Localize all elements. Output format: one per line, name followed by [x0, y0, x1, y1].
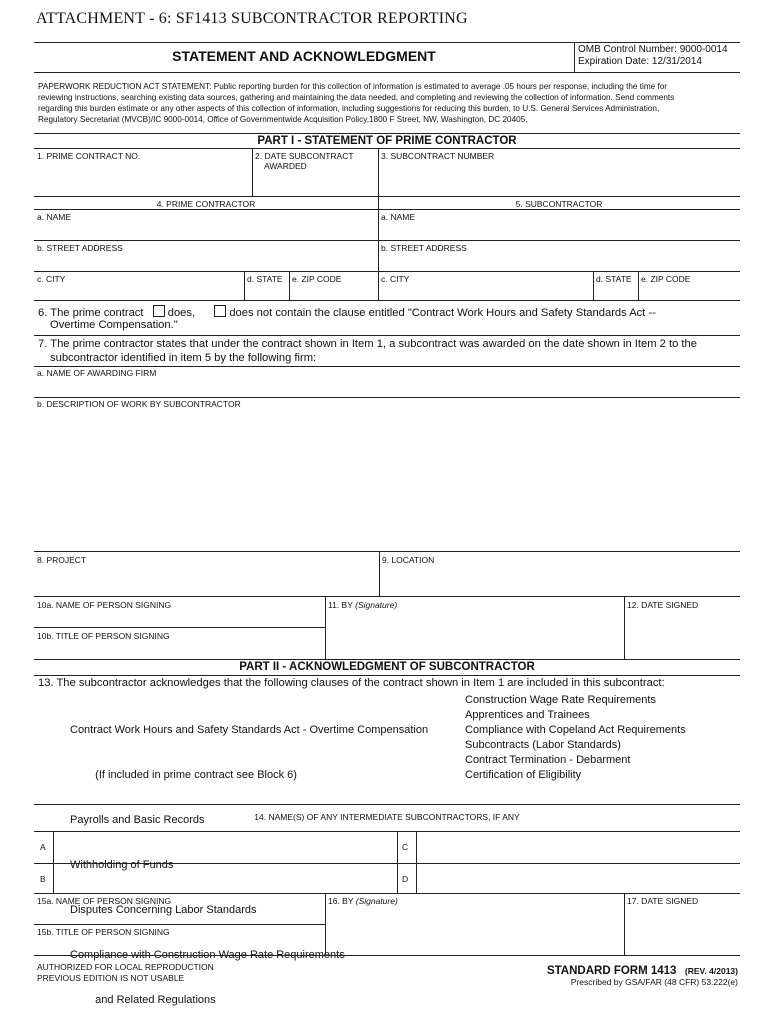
- prime-name-field[interactable]: [35, 222, 377, 238]
- title-person-signing-label: 10b. TITLE OF PERSON SIGNING: [37, 631, 170, 641]
- part1-heading: PART I - STATEMENT OF PRIME CONTRACTOR: [257, 135, 517, 147]
- prime-city-field[interactable]: [35, 285, 242, 299]
- does-checkbox[interactable]: [153, 305, 165, 317]
- clause-item: Subcontracts (Labor Standards): [465, 739, 621, 751]
- clause-item: Certification of Eligibility: [465, 769, 582, 781]
- sub-title-person-signing-label: 15b. TITLE OF PERSON SIGNING: [37, 927, 170, 937]
- sub-street-field[interactable]: [379, 253, 739, 269]
- date-signed-field[interactable]: [625, 611, 739, 657]
- does-label: does,: [167, 307, 196, 319]
- date-subcontract-awarded-line: AWARDED: [264, 161, 307, 171]
- subcontractor-label: 5. SUBCONTRACTOR: [515, 199, 603, 209]
- sub-name-label: a. NAME: [381, 212, 416, 222]
- item6-statement: [38, 305, 656, 320]
- work-description-label: b. DESCRIPTION OF WORK BY SUBCONTRACTOR: [37, 399, 241, 409]
- row-c-label: C: [402, 842, 409, 852]
- clause-item: Contract Termination - Debarment: [465, 754, 631, 766]
- title-person-signing-field[interactable]: [35, 642, 323, 657]
- prime-street-label: b. STREET ADDRESS: [37, 243, 123, 253]
- item7-line2: subcontractor identified in item 5 by the following firm:: [50, 352, 317, 364]
- project-field[interactable]: [35, 566, 377, 594]
- location-label: 9. LOCATION: [382, 555, 435, 565]
- date-subcontract-awarded-label: [255, 151, 354, 171]
- sub-name-person-signing-label: 15a. NAME OF PERSON SIGNING: [37, 896, 172, 906]
- location-field[interactable]: [380, 566, 739, 594]
- paperwork-line: PAPERWORK REDUCTION ACT STATEMENT: Public reporting burden for this collection of information is estimated to average .05 hours per response, including the time for: [38, 82, 668, 91]
- paperwork-statement: [38, 81, 674, 125]
- clause-item: Disputes Concerning Labor Standards: [70, 904, 257, 916]
- form-revision: (REV. 4/2013): [684, 966, 738, 976]
- sub-city-label: c. CITY: [381, 274, 410, 284]
- intermediate-subcontractors-label: 14. NAME(S) OF ANY INTERMEDIATE SUBCONTRACTORS, IF ANY: [254, 812, 520, 822]
- clause-item: Compliance with Construction Wage Rate Requirements: [70, 949, 345, 961]
- prime-contract-no-label: 1. PRIME CONTRACT NO.: [37, 151, 141, 161]
- sub-signature-label-hint: (Signature): [355, 896, 398, 906]
- clause-item: Contract Work Hours and Safety Standards Act - Overtime Compensation: [70, 724, 429, 736]
- name-person-signing-field[interactable]: [35, 611, 323, 625]
- prime-city-label: c. CITY: [37, 274, 66, 284]
- sub-state-field[interactable]: [594, 285, 636, 299]
- clause-item: Construction Wage Rate Requirements: [465, 694, 656, 706]
- sub-signature-label: [328, 896, 398, 906]
- attachment-title: ATTACHMENT - 6: SF1413 SUBCONTRACTOR REPORTING: [36, 10, 468, 27]
- item13-statement: 13. The subcontractor acknowledges that the following clauses of the contract shown in Item 1 are included in this subcontract:: [38, 677, 665, 689]
- paperwork-line: reviewing instructions, searching existing data sources, gathering and maintaining the data needed, and completing and reviewing the collection of information. Send comments: [38, 93, 675, 102]
- name-person-signing-label: 10a. NAME OF PERSON SIGNING: [37, 600, 172, 610]
- work-description-field[interactable]: [35, 410, 743, 552]
- paperwork-line: regarding this burden estimate or any other aspects of this collection of information, including suggestions for reducing this burden, to U.S. General Services Administration,: [38, 104, 660, 113]
- clause-item: Apprentices and Trainees: [465, 709, 590, 721]
- clause-item: (If included in prime contract see Block 6): [86, 769, 297, 781]
- date-signed-label: 12. DATE SIGNED: [627, 600, 699, 610]
- authorized-reproduction-note: [37, 962, 214, 984]
- clause-item: Payrolls and Basic Records: [70, 814, 205, 826]
- subcontract-number-label: 3. SUBCONTRACT NUMBER: [381, 151, 495, 161]
- intermediate-sub-b-field[interactable]: [54, 865, 396, 892]
- sub-date-signed-label: 17. DATE SIGNED: [627, 896, 699, 906]
- item6-line2: Overtime Compensation.": [50, 319, 178, 331]
- item7-line1: 7. The prime contractor states that under the contract shown in Item 1, a subcontract was awarded on the date shown in Item 2 to the: [38, 338, 697, 350]
- paperwork-line: Regulatory Secretariat (MVCB)/IC 9000-0014, Office of Governmentwide Acquisition Policy,1800 F Street, NW, Washington, DC 20405.: [38, 115, 528, 124]
- subcontract-number-field[interactable]: [379, 162, 739, 194]
- omb-control-number: OMB Control Number: 9000-0014: [578, 44, 728, 55]
- omb-expiration-date: Expiration Date: 12/31/2014: [578, 56, 702, 67]
- clause-item: and Related Regulations: [86, 994, 216, 1006]
- clause-item: Withholding of Funds: [70, 859, 174, 871]
- sub-signature-label-text: 16. BY: [328, 896, 354, 906]
- sub-zip-label: e. ZIP CODE: [641, 274, 691, 284]
- clause-item: Compliance with Copeland Act Requirements: [465, 724, 686, 736]
- project-label: 8. PROJECT: [37, 555, 87, 565]
- row-d-label: D: [402, 874, 409, 884]
- sub-street-label: b. STREET ADDRESS: [381, 243, 467, 253]
- item6-prefix: 6. The prime contract: [38, 307, 144, 319]
- intermediate-sub-a-field[interactable]: [54, 833, 396, 861]
- form-name: STANDARD FORM 1413: [546, 965, 677, 977]
- prime-name-label: a. NAME: [37, 212, 72, 222]
- prime-state-field[interactable]: [245, 285, 287, 299]
- row-b-label: B: [40, 874, 46, 884]
- signature-label-text: 11. BY: [328, 600, 353, 610]
- prime-state-label: d. STATE: [247, 274, 283, 284]
- does-not-label: does not contain the clause entitled "Contract Work Hours and Safety Standards Act --: [229, 307, 656, 319]
- sub-city-field[interactable]: [379, 285, 591, 299]
- intermediate-sub-c-field[interactable]: [417, 833, 739, 861]
- signature-label: [328, 600, 397, 610]
- signature-field[interactable]: [326, 611, 623, 657]
- sub-title-person-signing-field[interactable]: [35, 938, 323, 953]
- does-not-checkbox[interactable]: [214, 305, 226, 317]
- signature-label-hint: (Signature): [355, 600, 398, 610]
- intermediate-sub-d-field[interactable]: [417, 865, 739, 892]
- prime-street-field[interactable]: [35, 253, 377, 269]
- part2-heading: PART II - ACKNOWLEDGMENT OF SUBCONTRACTOR: [239, 661, 535, 673]
- sub-date-signed-field[interactable]: [625, 907, 739, 953]
- sub-name-field[interactable]: [379, 222, 739, 238]
- footer-note-line: PREVIOUS EDITION IS NOT USABLE: [37, 973, 185, 983]
- sub-zip-field[interactable]: [639, 285, 739, 299]
- sub-signature-field[interactable]: [326, 907, 623, 953]
- prime-contract-no-field[interactable]: [35, 162, 251, 194]
- prime-zip-label: e. ZIP CODE: [292, 274, 342, 284]
- date-subcontract-awarded-field[interactable]: [253, 172, 377, 194]
- footer-note-line: AUTHORIZED FOR LOCAL REPRODUCTION: [37, 962, 214, 972]
- sub-state-label: d. STATE: [596, 274, 632, 284]
- clauses-right-list: [465, 693, 686, 783]
- awarding-firm-label: a. NAME OF AWARDING FIRM: [37, 368, 157, 378]
- awarding-firm-field[interactable]: [35, 379, 739, 395]
- sub-name-person-signing-field[interactable]: [35, 907, 323, 922]
- date-subcontract-awarded-line: 2. DATE SUBCONTRACT: [255, 151, 354, 161]
- prescribed-by: Prescribed by GSA/FAR (48 CFR) 53.222(e): [570, 977, 738, 987]
- row-a-label: A: [40, 842, 46, 852]
- prime-zip-field[interactable]: [290, 285, 377, 299]
- form-title: STATEMENT AND ACKNOWLEDGMENT: [172, 48, 436, 64]
- prime-contractor-label: 4. PRIME CONTRACTOR: [156, 199, 256, 209]
